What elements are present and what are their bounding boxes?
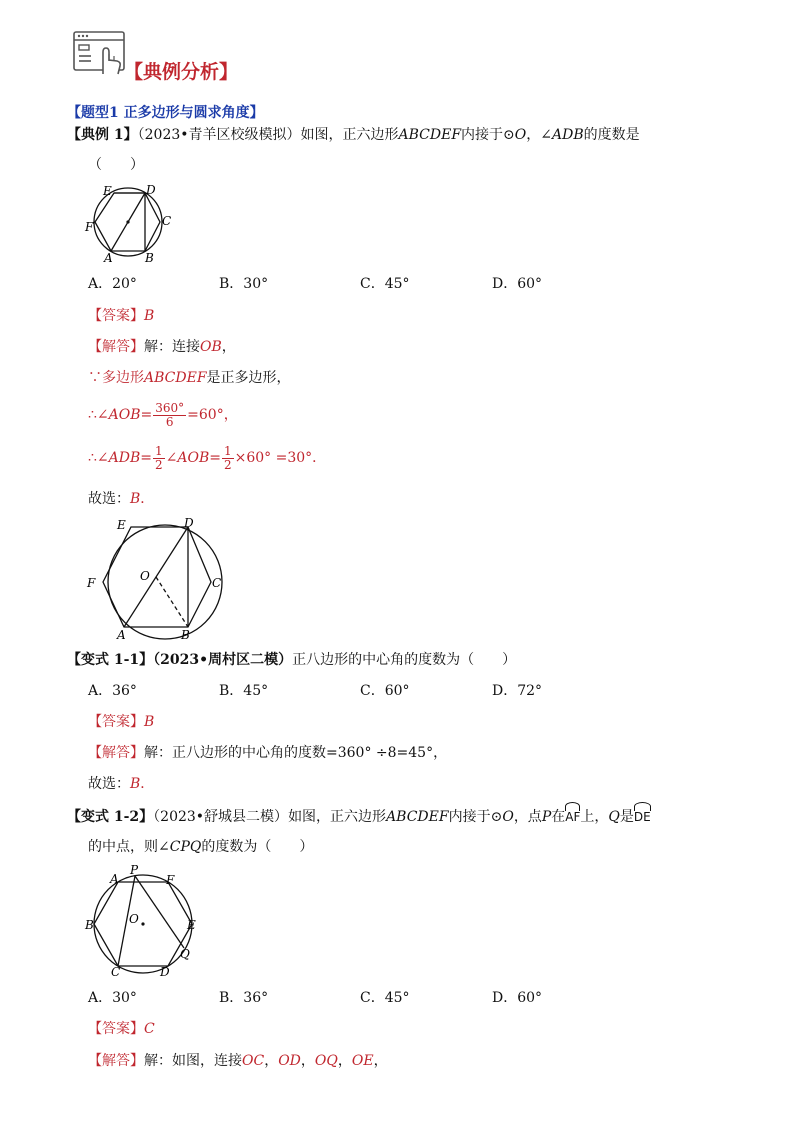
fig1-label-b: B: [145, 251, 154, 265]
variant11-tag: 【变式 1-1】: [67, 652, 154, 668]
fig2-label-b: B: [181, 628, 190, 642]
fig2-label-o: O: [140, 569, 150, 583]
example1-final: 故选：B．: [88, 491, 155, 507]
fig2-label-f: F: [87, 576, 96, 590]
fig3-label-a: A: [110, 872, 119, 886]
example1-paren: （ ）: [88, 157, 144, 173]
variant12-option-d: D．60°: [492, 990, 543, 1006]
variant11-answer: 【答案】B: [88, 714, 155, 730]
example1-solution-3: ∴∠AOB= $\frac{360^\circ}{6}$ =60°，: [88, 400, 238, 429]
variant12-answer: 【答案】C: [88, 1021, 155, 1037]
fig1-label-f: F: [85, 220, 94, 234]
example1-answer: 【答案】B: [88, 308, 155, 324]
fig3-label-o: O: [129, 912, 139, 926]
example1-question: 【典例 1】（2023•青羊区校级模拟）如图，正六边形ABCDEF内接于⊙O，∠ADB的度数是: [67, 127, 640, 143]
example1-option-b: B．30°: [219, 276, 269, 292]
variant12-solution: 【解答】解：如图，连接OC，OD，OQ，OE，: [88, 1053, 388, 1069]
variant11-solution: 【解答】解：正八边形的中心角的度数=360° ÷8=45°，: [88, 745, 448, 761]
example1-solution-4: ∴∠ADB= $\frac{1}{2}$ ∠AOB= $\frac{1}{2}$ ×60° =30°．: [88, 443, 327, 472]
figure-hexagon-2: [82, 514, 232, 644]
header-title: 【典例分析】: [124, 61, 239, 83]
fig2-label-c: C: [212, 576, 222, 590]
variant11-final: 故选：B．: [88, 776, 155, 792]
fig2-label-e: E: [117, 518, 126, 532]
variant11-question: 【变式 1-1】（2023•周村区二模）正八边形的中心角的度数为（ ）: [67, 652, 517, 668]
fig1-label-e: E: [103, 184, 112, 198]
fig3-label-q: Q: [180, 947, 190, 961]
variant12-option-c: C．45°: [360, 990, 410, 1006]
fraction-half-2: $\frac{1}{2}$: [224, 443, 232, 472]
example1-option-a: A．20°: [88, 276, 137, 292]
fig2-label-a: A: [117, 628, 126, 642]
variant12-question: 【变式 1-2】（2023•舒城县二模）如图，正六边形ABCDEF内接于⊙O，点P在AF上，Q是DE: [67, 809, 651, 825]
example1-tag: 【典例 1】: [67, 127, 138, 143]
fig3-label-p: P: [130, 863, 139, 877]
figure-hexagon-3: [80, 862, 210, 982]
fig1-label-c: C: [162, 214, 172, 228]
example1-solution-2: ∵多边形ABCDEF是正多边形，: [88, 370, 291, 386]
variant12-option-b: B．36°: [219, 990, 269, 1006]
variant11-option-a: A．36°: [88, 683, 137, 699]
fig2-label-d: D: [184, 516, 194, 530]
example1-option-d: D．60°: [492, 276, 543, 292]
figure-hexagon-1: [80, 180, 180, 270]
fig3-label-b: B: [85, 918, 94, 932]
arc-de: DE: [633, 810, 651, 824]
fig1-label-a: A: [104, 251, 113, 265]
variant12-tag: 【变式 1-2】: [67, 809, 154, 825]
example1-solution-1: 【解答】解：连接OB，: [88, 339, 236, 355]
fig3-label-d: D: [160, 965, 170, 979]
document-pointer-icon: [73, 30, 129, 76]
fig3-label-c: C: [111, 965, 121, 979]
variant11-option-b: B．45°: [219, 683, 269, 699]
variant12-option-a: A．30°: [88, 990, 137, 1006]
fig1-label-d: D: [146, 183, 156, 197]
variant11-option-d: D．72°: [492, 683, 543, 699]
fig3-label-f: F: [166, 873, 175, 887]
fig3-label-e: E: [187, 918, 196, 932]
fraction-half-1: $\frac{1}{2}$: [155, 443, 163, 472]
fraction-360-6: $\frac{360^\circ}{6}$: [155, 400, 185, 429]
variant12-question-2: 的中点，则∠CPQ的度数为（ ）: [88, 839, 314, 855]
example1-option-c: C．45°: [360, 276, 410, 292]
variant11-option-c: C．60°: [360, 683, 410, 699]
section-title: 【题型1 正多边形与圆求角度】: [67, 105, 264, 121]
arc-af: AF: [565, 810, 581, 824]
